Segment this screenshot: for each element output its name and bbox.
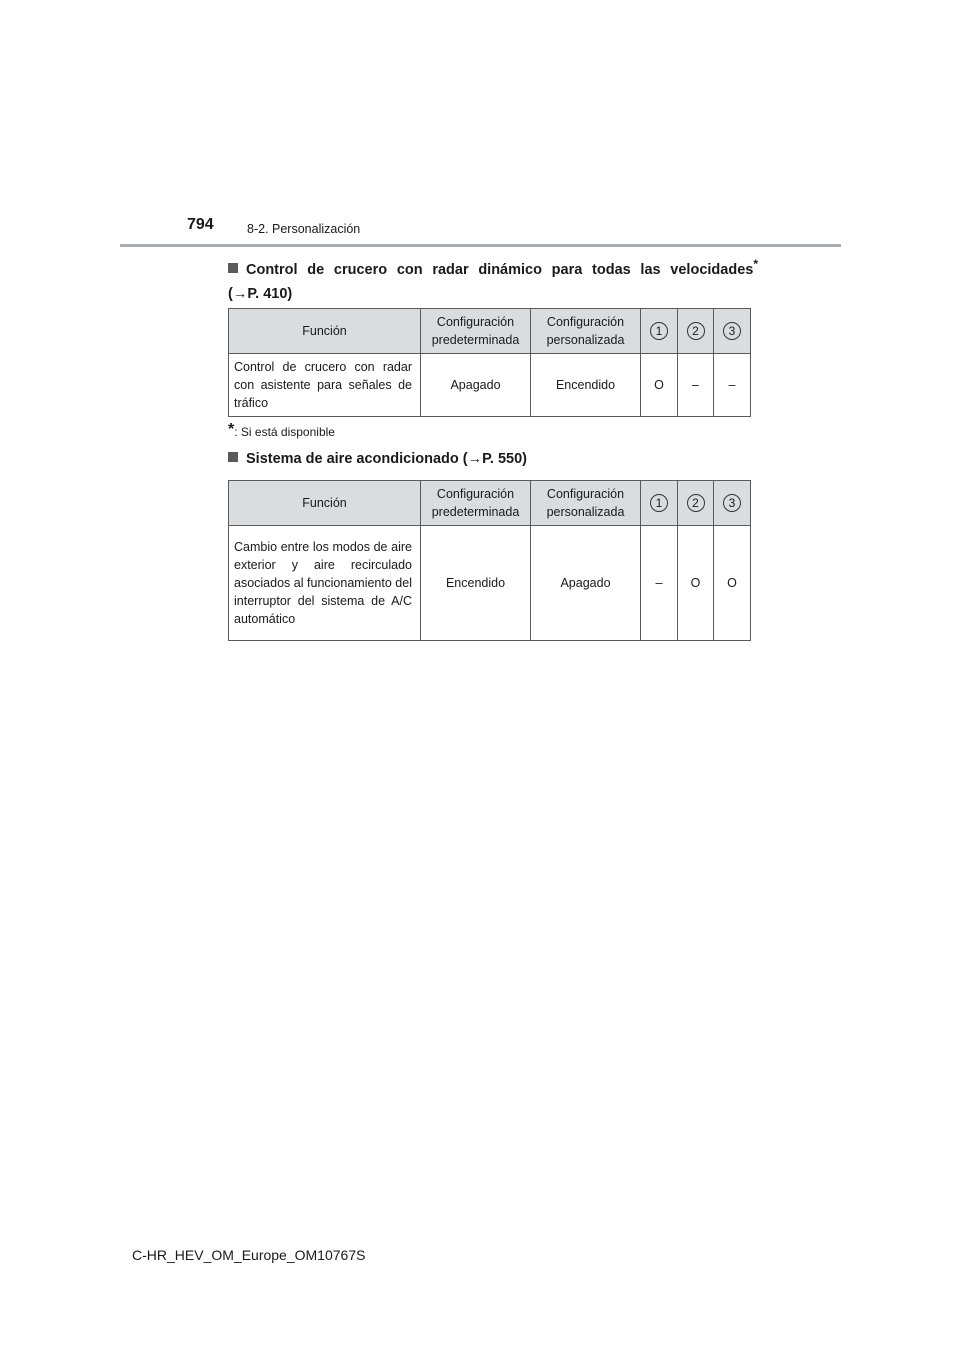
header-default-setting: Configuración predeterminada	[421, 309, 531, 354]
header-function: Función	[229, 481, 421, 526]
settings-table-air-conditioning	[228, 480, 751, 641]
circled-number-2-icon: 2	[687, 494, 705, 512]
table-header-row	[229, 481, 751, 526]
heading-cruise-control	[228, 253, 758, 305]
settings-table-cruise-control	[228, 308, 751, 417]
header-col-3	[714, 309, 751, 354]
section-title: 8-2. Personalización	[247, 222, 361, 236]
cell-2: O	[678, 526, 714, 641]
page-number: 794	[187, 216, 214, 233]
header-col-1	[641, 481, 678, 526]
table-row	[229, 526, 751, 641]
cell-1: –	[641, 526, 678, 641]
header-default-setting: Configuración predeterminada	[421, 481, 531, 526]
circled-number-3-icon: 3	[723, 322, 741, 340]
circled-number-3-icon: 3	[723, 494, 741, 512]
header-col-1	[641, 309, 678, 354]
square-bullet-icon	[228, 263, 238, 273]
square-bullet-icon	[228, 452, 238, 462]
header-custom-setting: Configuración personalizada	[531, 481, 641, 526]
header-col-2	[678, 481, 714, 526]
header-function: Función	[229, 309, 421, 354]
footnote-text: : Si está disponible	[234, 425, 335, 439]
table-header-row	[229, 309, 751, 354]
circled-number-2-icon: 2	[687, 322, 705, 340]
cell-custom: Apagado	[531, 526, 641, 641]
footnote-asterisk: *	[228, 421, 235, 438]
cell-default: Encendido	[421, 526, 531, 641]
heading-air-conditioning-text: Sistema de aire acondicionado (→P. 550)	[246, 451, 527, 467]
footnote	[228, 421, 335, 439]
heading-air-conditioning	[228, 448, 527, 470]
header-col-3	[714, 481, 751, 526]
cell-default: Apagado	[421, 354, 531, 417]
asterisk-mark: *	[753, 257, 758, 271]
header-col-2	[678, 309, 714, 354]
cell-3: –	[714, 354, 751, 417]
header-divider	[120, 244, 841, 247]
header-custom-setting: Configuración personalizada	[531, 309, 641, 354]
cell-function: Control de crucero con radar con asistente para señales de tráfico	[229, 354, 421, 417]
cell-3: O	[714, 526, 751, 641]
cell-custom: Encendido	[531, 354, 641, 417]
circled-number-1-icon: 1	[650, 322, 668, 340]
heading-cruise-control-ref: (→P. 410)	[228, 285, 293, 302]
heading-cruise-control-text: Control de crucero con radar dinámico para todas las velocidades	[246, 261, 754, 278]
cell-1: O	[641, 354, 678, 417]
document-id: C-HR_HEV_OM_Europe_OM10767S	[132, 1247, 366, 1263]
cell-2: –	[678, 354, 714, 417]
cell-function: Cambio entre los modos de aire exterior y aire recirculado asociados al funcionamiento del interruptor del sistema de A/C automático	[229, 526, 421, 641]
table-row	[229, 354, 751, 417]
circled-number-1-icon: 1	[650, 494, 668, 512]
